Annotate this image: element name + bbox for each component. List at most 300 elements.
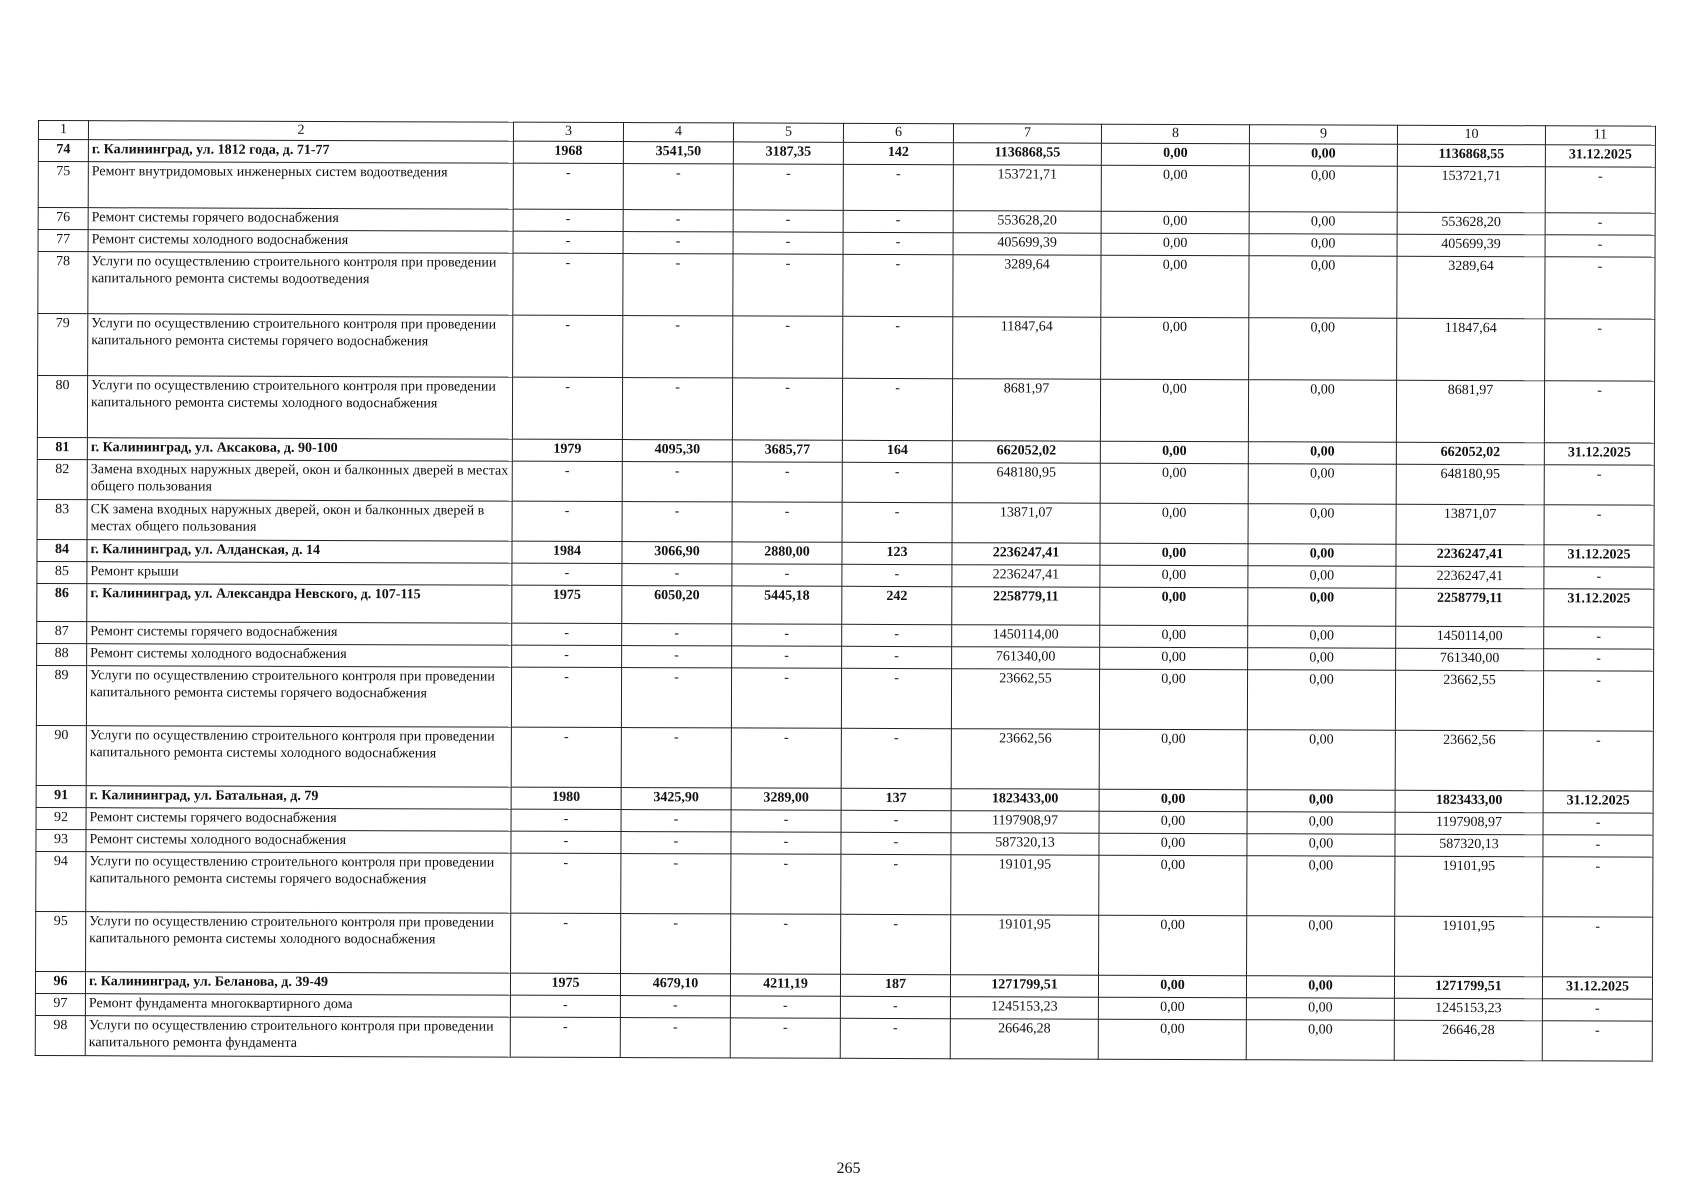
column-header-8: 8 (1101, 124, 1249, 143)
fund-federal-cell: 0,00 (1099, 915, 1247, 976)
residents-count-cell: - (841, 832, 951, 854)
object-name-cell: Услуги по осуществлению строительного контроля при проведении капитального ремонта системы горячего водоснабжения (86, 851, 511, 912)
fund-owners-cell: 153721,71 (1397, 166, 1545, 213)
residents-count-cell: - (843, 164, 953, 210)
total-cost-cell: 648180,95 (952, 462, 1100, 503)
residents-count-cell: 137 (841, 788, 951, 810)
deadline-cell: - (1544, 504, 1654, 544)
fund-regional-cell: 0,00 (1248, 625, 1396, 648)
fund-federal-cell: 0,00 (1101, 211, 1249, 234)
deadline-cell: - (1542, 998, 1652, 1020)
residents-count-cell: 242 (842, 586, 952, 624)
fund-regional-cell: 0,00 (1249, 255, 1397, 318)
table-row (38, 161, 1655, 213)
fund-owners-cell: 761340,00 (1396, 648, 1544, 671)
living-area-cell: - (731, 913, 841, 973)
table-row (36, 851, 1653, 917)
object-name-cell: г. Калининград, ул. Беланова, д. 39-49 (85, 971, 510, 994)
living-area-cell: - (732, 461, 842, 501)
object-name-cell: Ремонт системы холодного водоснабжения (87, 643, 512, 666)
residents-count-cell: 187 (840, 974, 950, 996)
column-header-10: 10 (1397, 125, 1545, 144)
fund-owners-cell: 2236247,41 (1396, 566, 1544, 589)
deadline-cell: - (1544, 464, 1654, 504)
fund-federal-cell: 0,00 (1100, 463, 1248, 504)
total-cost-cell: 1271799,51 (950, 974, 1098, 997)
residents-count-cell: - (843, 316, 953, 378)
fund-regional-cell: 0,00 (1247, 669, 1395, 730)
total-area-cell: 3425,90 (621, 787, 731, 809)
deadline-cell: 31.12.2025 (1543, 790, 1653, 812)
total-area-cell: - (623, 209, 733, 231)
residents-count-cell: - (843, 210, 953, 232)
row-number: 91 (36, 785, 86, 807)
row-number: 96 (35, 971, 85, 993)
table-row (37, 499, 1654, 545)
living-area-cell: 3685,77 (732, 439, 842, 461)
fund-owners-cell: 8681,97 (1396, 380, 1544, 443)
object-name-cell: Услуги по осуществлению строительного контроля при проведении капитального ремонта системы горячего водоснабжения (88, 313, 513, 376)
object-name-cell: Ремонт фундамента многоквартирного дома (85, 993, 510, 1016)
total-area-cell: - (621, 831, 731, 853)
total-area-cell: 3541,50 (623, 141, 733, 163)
total-area-cell: - (622, 377, 732, 439)
total-cost-cell: 662052,02 (952, 440, 1100, 463)
object-name-cell: Замена входных наружных дверей, окон и балконных дверей в местах общего пользования (87, 459, 512, 500)
row-number: 86 (37, 583, 87, 621)
total-area-cell: - (623, 231, 733, 253)
table-row (37, 375, 1654, 443)
total-area-cell: - (621, 853, 731, 913)
column-header-5: 5 (733, 123, 843, 142)
total-area-cell: - (622, 563, 732, 585)
deadline-cell: 31.12.2025 (1544, 442, 1654, 464)
fund-owners-cell: 3289,64 (1397, 256, 1545, 319)
build-year-cell: 1968 (513, 141, 623, 163)
fund-owners-cell: 1450114,00 (1396, 626, 1544, 649)
build-year-cell: - (512, 501, 622, 541)
fund-owners-cell: 587320,13 (1395, 834, 1543, 857)
row-number: 85 (37, 561, 87, 583)
build-year-cell: - (510, 1017, 620, 1057)
fund-federal-cell: 0,00 (1099, 729, 1247, 790)
column-header-4: 4 (623, 123, 733, 142)
build-year-cell: - (512, 645, 622, 667)
fund-regional-cell: 0,00 (1248, 565, 1396, 588)
total-area-cell: - (623, 253, 733, 315)
total-area-cell: - (620, 1017, 730, 1057)
residents-count-cell: - (842, 378, 952, 440)
row-number: 92 (36, 807, 86, 829)
living-area-cell: 5445,18 (732, 585, 842, 623)
living-area-cell: - (732, 645, 842, 667)
deadline-cell: - (1544, 566, 1654, 588)
build-year-cell: - (513, 231, 623, 253)
fund-regional-cell: 0,00 (1248, 647, 1396, 670)
row-number: 89 (36, 665, 86, 725)
deadline-cell: - (1543, 834, 1653, 856)
total-cost-cell: 1245153,23 (950, 996, 1098, 1019)
fund-regional-cell: 0,00 (1247, 811, 1395, 834)
table-row (36, 911, 1653, 977)
table-row (36, 665, 1653, 731)
deadline-cell: - (1542, 1020, 1652, 1060)
deadline-cell: - (1543, 670, 1653, 730)
total-cost-cell: 11847,64 (953, 316, 1101, 379)
build-year-cell: - (513, 253, 623, 315)
fund-federal-cell: 0,00 (1098, 997, 1246, 1020)
table-row (37, 459, 1654, 505)
fund-owners-cell: 2258779,11 (1396, 588, 1544, 627)
total-cost-cell: 153721,71 (953, 164, 1101, 211)
fund-regional-cell: 0,00 (1249, 165, 1397, 212)
total-area-cell: 4095,30 (622, 439, 732, 461)
fund-regional-cell: 0,00 (1246, 1019, 1394, 1060)
build-year-cell: - (511, 913, 621, 973)
fund-federal-cell: 0,00 (1099, 789, 1247, 812)
fund-federal-cell: 0,00 (1101, 143, 1249, 166)
residents-count-cell: - (841, 728, 951, 788)
total-area-cell: - (622, 461, 732, 501)
column-header-6: 6 (843, 123, 953, 142)
total-area-cell: - (621, 913, 731, 973)
deadline-cell: - (1543, 916, 1653, 976)
deadline-cell: - (1545, 256, 1655, 318)
object-name-cell: г. Калининград, ул. Батальная, д. 79 (86, 785, 511, 808)
fund-regional-cell: 0,00 (1249, 143, 1397, 166)
total-area-cell: 6050,20 (622, 585, 732, 623)
fund-federal-cell: 0,00 (1099, 833, 1247, 856)
fund-owners-cell: 1823433,00 (1395, 790, 1543, 813)
column-header-3: 3 (513, 122, 623, 141)
living-area-cell: - (732, 623, 842, 645)
object-name-cell: Ремонт системы горячего водоснабжения (87, 621, 512, 644)
row-number: 78 (38, 251, 88, 313)
build-year-cell: - (512, 461, 622, 501)
fund-federal-cell: 0,00 (1098, 975, 1246, 998)
total-cost-cell: 19101,95 (951, 914, 1099, 975)
build-year-cell: 1984 (512, 541, 622, 563)
living-area-cell: - (731, 831, 841, 853)
fund-regional-cell: 0,00 (1247, 833, 1395, 856)
living-area-cell: - (733, 231, 843, 253)
residents-count-cell: - (842, 564, 952, 586)
total-cost-cell: 3289,64 (953, 254, 1101, 317)
object-name-cell: Услуги по осуществлению строительного контроля при проведении капитального ремонта системы горячего водоснабжения (86, 665, 511, 726)
residents-count-cell: 142 (843, 142, 953, 164)
deadline-cell: - (1545, 234, 1655, 256)
row-number: 88 (37, 643, 87, 665)
object-name-cell: Ремонт системы горячего водоснабжения (86, 807, 511, 830)
living-area-cell: - (732, 563, 842, 585)
deadline-cell: - (1545, 166, 1655, 212)
column-header-2: 2 (88, 121, 513, 141)
object-name-cell: г. Калининград, ул. Александра Невского, д. 107-115 (87, 583, 512, 622)
column-header-9: 9 (1249, 125, 1397, 144)
column-header-7: 7 (953, 124, 1101, 143)
build-year-cell: - (513, 315, 623, 377)
living-area-cell: - (733, 315, 843, 377)
living-area-cell: 2880,00 (732, 541, 842, 563)
fund-regional-cell: 0,00 (1247, 855, 1395, 916)
document-page (35, 120, 1656, 1061)
living-area-cell: - (730, 995, 840, 1017)
total-cost-cell: 8681,97 (952, 378, 1100, 441)
fund-owners-cell: 19101,95 (1395, 856, 1543, 917)
residents-count-cell: - (841, 914, 951, 974)
fund-federal-cell: 0,00 (1100, 503, 1248, 544)
total-area-cell: 3066,90 (622, 541, 732, 563)
living-area-cell: - (730, 1017, 840, 1057)
fund-regional-cell: 0,00 (1246, 997, 1394, 1020)
fund-regional-cell: 0,00 (1249, 317, 1397, 380)
build-year-cell: - (512, 563, 622, 585)
fund-federal-cell: 0,00 (1100, 625, 1248, 648)
object-name-cell: Услуги по осуществлению строительного контроля при проведении капитального ремонта фундамента (85, 1015, 510, 1056)
residents-count-cell: 123 (842, 542, 952, 564)
build-year-cell: - (511, 831, 621, 853)
object-name-cell: Ремонт системы холодного водоснабжения (88, 229, 513, 252)
fund-regional-cell: 0,00 (1249, 211, 1397, 234)
living-area-cell: 4211,19 (730, 973, 840, 995)
row-number: 90 (36, 725, 86, 785)
living-area-cell: - (733, 209, 843, 231)
total-area-cell: - (622, 623, 732, 645)
fund-federal-cell: 0,00 (1101, 317, 1249, 380)
row-number: 79 (38, 313, 88, 375)
build-year-cell: - (511, 809, 621, 831)
fund-owners-cell: 13871,07 (1396, 504, 1544, 545)
fund-owners-cell: 662052,02 (1396, 442, 1544, 465)
total-cost-cell: 23662,56 (951, 728, 1099, 789)
column-header-1: 1 (38, 121, 88, 140)
living-area-cell: - (732, 377, 842, 439)
residents-count-cell: - (841, 854, 951, 914)
fund-federal-cell: 0,00 (1100, 565, 1248, 588)
deadline-cell: - (1543, 812, 1653, 834)
residents-count-cell: - (840, 1018, 950, 1058)
fund-regional-cell: 0,00 (1246, 975, 1394, 998)
row-number: 95 (36, 911, 86, 971)
build-year-cell: 1975 (510, 973, 620, 995)
fund-regional-cell: 0,00 (1248, 587, 1396, 626)
deadline-cell: 31.12.2025 (1544, 544, 1654, 566)
residents-count-cell: - (841, 668, 951, 728)
build-year-cell: - (513, 209, 623, 231)
row-number: 83 (37, 499, 87, 539)
object-name-cell: г. Калининград, ул. Алданская, д. 14 (87, 539, 512, 562)
fund-federal-cell: 0,00 (1100, 587, 1248, 626)
fund-regional-cell: 0,00 (1248, 463, 1396, 504)
fund-owners-cell: 11847,64 (1397, 318, 1545, 381)
fund-owners-cell: 1136868,55 (1397, 144, 1545, 167)
fund-owners-cell: 1271799,51 (1394, 976, 1542, 999)
fund-regional-cell: 0,00 (1248, 543, 1396, 566)
living-area-cell: - (731, 853, 841, 913)
deadline-cell: 31.12.2025 (1544, 588, 1654, 626)
fund-owners-cell: 1245153,23 (1394, 998, 1542, 1021)
fund-owners-cell: 26646,28 (1394, 1020, 1542, 1061)
residents-count-cell: - (842, 646, 952, 668)
residents-count-cell: - (843, 254, 953, 316)
table-row (38, 313, 1655, 381)
build-year-cell: - (511, 727, 621, 787)
object-name-cell: Услуги по осуществлению строительного контроля при проведении капитального ремонта системы холодного водоснабжения (86, 911, 511, 972)
fund-federal-cell: 0,00 (1100, 441, 1248, 464)
fund-owners-cell: 405699,39 (1397, 234, 1545, 257)
object-name-cell: г. Калининград, ул. 1812 года, д. 71-77 (88, 139, 513, 162)
living-area-cell: - (731, 667, 841, 727)
total-area-cell: - (622, 645, 732, 667)
residents-count-cell: 164 (842, 440, 952, 462)
build-year-cell: 1975 (512, 585, 622, 623)
fund-owners-cell: 1197908,97 (1395, 812, 1543, 835)
fund-federal-cell: 0,00 (1100, 379, 1248, 442)
deadline-cell: - (1543, 730, 1653, 790)
living-area-cell: - (733, 163, 843, 209)
object-name-cell: СК замена входных наружных дверей, окон и балконных дверей в местах общего пользования (87, 499, 512, 540)
total-cost-cell: 553628,20 (953, 210, 1101, 233)
total-cost-cell: 26646,28 (950, 1018, 1098, 1059)
build-year-cell: 1980 (511, 787, 621, 809)
fund-federal-cell: 0,00 (1101, 255, 1249, 318)
row-number: 74 (38, 139, 88, 161)
deadline-cell: - (1544, 626, 1654, 648)
residents-count-cell: - (842, 624, 952, 646)
total-cost-cell: 1197908,97 (951, 810, 1099, 833)
total-cost-cell: 587320,13 (951, 832, 1099, 855)
total-area-cell: - (623, 163, 733, 209)
row-number: 77 (38, 229, 88, 251)
build-year-cell: - (512, 623, 622, 645)
fund-owners-cell: 648180,95 (1396, 464, 1544, 505)
total-area-cell: - (622, 501, 732, 541)
total-cost-cell: 2236247,41 (952, 542, 1100, 565)
row-number: 98 (35, 1015, 85, 1055)
total-area-cell: - (621, 809, 731, 831)
total-cost-cell: 1136868,55 (953, 142, 1101, 165)
total-cost-cell: 23662,55 (951, 668, 1099, 729)
living-area-cell: - (731, 809, 841, 831)
fund-federal-cell: 0,00 (1100, 647, 1248, 670)
object-name-cell: Услуги по осуществлению строительного контроля при проведении капитального ремонта системы водоотведения (88, 251, 513, 314)
total-cost-cell: 1823433,00 (951, 788, 1099, 811)
table-row (35, 1015, 1652, 1061)
column-header-11: 11 (1545, 126, 1655, 145)
fund-federal-cell: 0,00 (1099, 855, 1247, 916)
fund-owners-cell: 2236247,41 (1396, 544, 1544, 567)
row-number: 80 (37, 375, 87, 437)
fund-federal-cell: 0,00 (1099, 811, 1247, 834)
object-name-cell: г. Калининград, ул. Аксакова, д. 90-100 (87, 437, 512, 460)
fund-federal-cell: 0,00 (1098, 1019, 1246, 1060)
fund-regional-cell: 0,00 (1247, 789, 1395, 812)
total-cost-cell: 1450114,00 (952, 624, 1100, 647)
object-name-cell: Ремонт крыши (87, 561, 512, 584)
total-area-cell: - (621, 667, 731, 727)
residents-count-cell: - (841, 810, 951, 832)
fund-regional-cell: 0,00 (1247, 729, 1395, 790)
total-cost-cell: 19101,95 (951, 854, 1099, 915)
table-row (37, 583, 1654, 627)
row-number: 84 (37, 539, 87, 561)
fund-owners-cell: 23662,56 (1395, 730, 1543, 791)
table-row (38, 251, 1655, 319)
fund-regional-cell: 0,00 (1247, 915, 1395, 976)
fund-regional-cell: 0,00 (1248, 503, 1396, 544)
build-year-cell: - (512, 377, 622, 439)
repair-program-table (35, 120, 1656, 1061)
total-area-cell: - (621, 727, 731, 787)
object-name-cell: Услуги по осуществлению строительного контроля при проведении капитального ремонта системы холодного водоснабжения (86, 725, 511, 786)
total-cost-cell: 405699,39 (953, 232, 1101, 255)
living-area-cell: - (731, 727, 841, 787)
residents-count-cell: - (842, 502, 952, 542)
build-year-cell: - (511, 853, 621, 913)
living-area-cell: 3187,35 (733, 141, 843, 163)
fund-regional-cell: 0,00 (1248, 441, 1396, 464)
fund-regional-cell: 0,00 (1249, 233, 1397, 256)
fund-federal-cell: 0,00 (1101, 233, 1249, 256)
total-area-cell: - (620, 995, 730, 1017)
build-year-cell: - (510, 995, 620, 1017)
fund-regional-cell: 0,00 (1248, 379, 1396, 442)
total-area-cell: 4679,10 (620, 973, 730, 995)
fund-federal-cell: 0,00 (1100, 543, 1248, 566)
fund-owners-cell: 553628,20 (1397, 212, 1545, 235)
row-number: 87 (37, 621, 87, 643)
total-cost-cell: 2236247,41 (952, 564, 1100, 587)
deadline-cell: - (1545, 212, 1655, 234)
row-number: 82 (37, 459, 87, 499)
living-area-cell: - (733, 253, 843, 315)
row-number: 93 (36, 829, 86, 851)
residents-count-cell: - (842, 462, 952, 502)
row-number: 81 (37, 437, 87, 459)
row-number: 94 (36, 851, 86, 911)
total-cost-cell: 761340,00 (952, 646, 1100, 669)
build-year-cell: 1979 (512, 439, 622, 461)
residents-count-cell: - (840, 996, 950, 1018)
row-number: 76 (38, 207, 88, 229)
row-number: 75 (38, 161, 88, 207)
total-cost-cell: 2258779,11 (952, 586, 1100, 625)
table-row (36, 725, 1653, 791)
object-name-cell: Ремонт системы горячего водоснабжения (88, 207, 513, 230)
build-year-cell: - (513, 163, 623, 209)
deadline-cell: - (1543, 856, 1653, 916)
total-cost-cell: 13871,07 (952, 502, 1100, 543)
row-number: 97 (35, 993, 85, 1015)
build-year-cell: - (511, 667, 621, 727)
fund-owners-cell: 19101,95 (1395, 916, 1543, 977)
page-number: 265 (836, 1160, 861, 1177)
fund-owners-cell: 23662,55 (1395, 670, 1543, 731)
total-area-cell: - (623, 315, 733, 377)
object-name-cell: Ремонт внутридомовых инженерных систем водоотведения (88, 161, 513, 208)
deadline-cell: - (1545, 318, 1655, 380)
fund-federal-cell: 0,00 (1099, 669, 1247, 730)
fund-federal-cell: 0,00 (1101, 165, 1249, 212)
deadline-cell: - (1544, 380, 1654, 442)
living-area-cell: - (732, 501, 842, 541)
residents-count-cell: - (843, 232, 953, 254)
deadline-cell: 31.12.2025 (1545, 144, 1655, 166)
object-name-cell: Услуги по осуществлению строительного контроля при проведении капитального ремонта системы холодного водоснабжения (87, 375, 512, 438)
living-area-cell: 3289,00 (731, 787, 841, 809)
deadline-cell: 31.12.2025 (1542, 976, 1652, 998)
deadline-cell: - (1544, 648, 1654, 670)
